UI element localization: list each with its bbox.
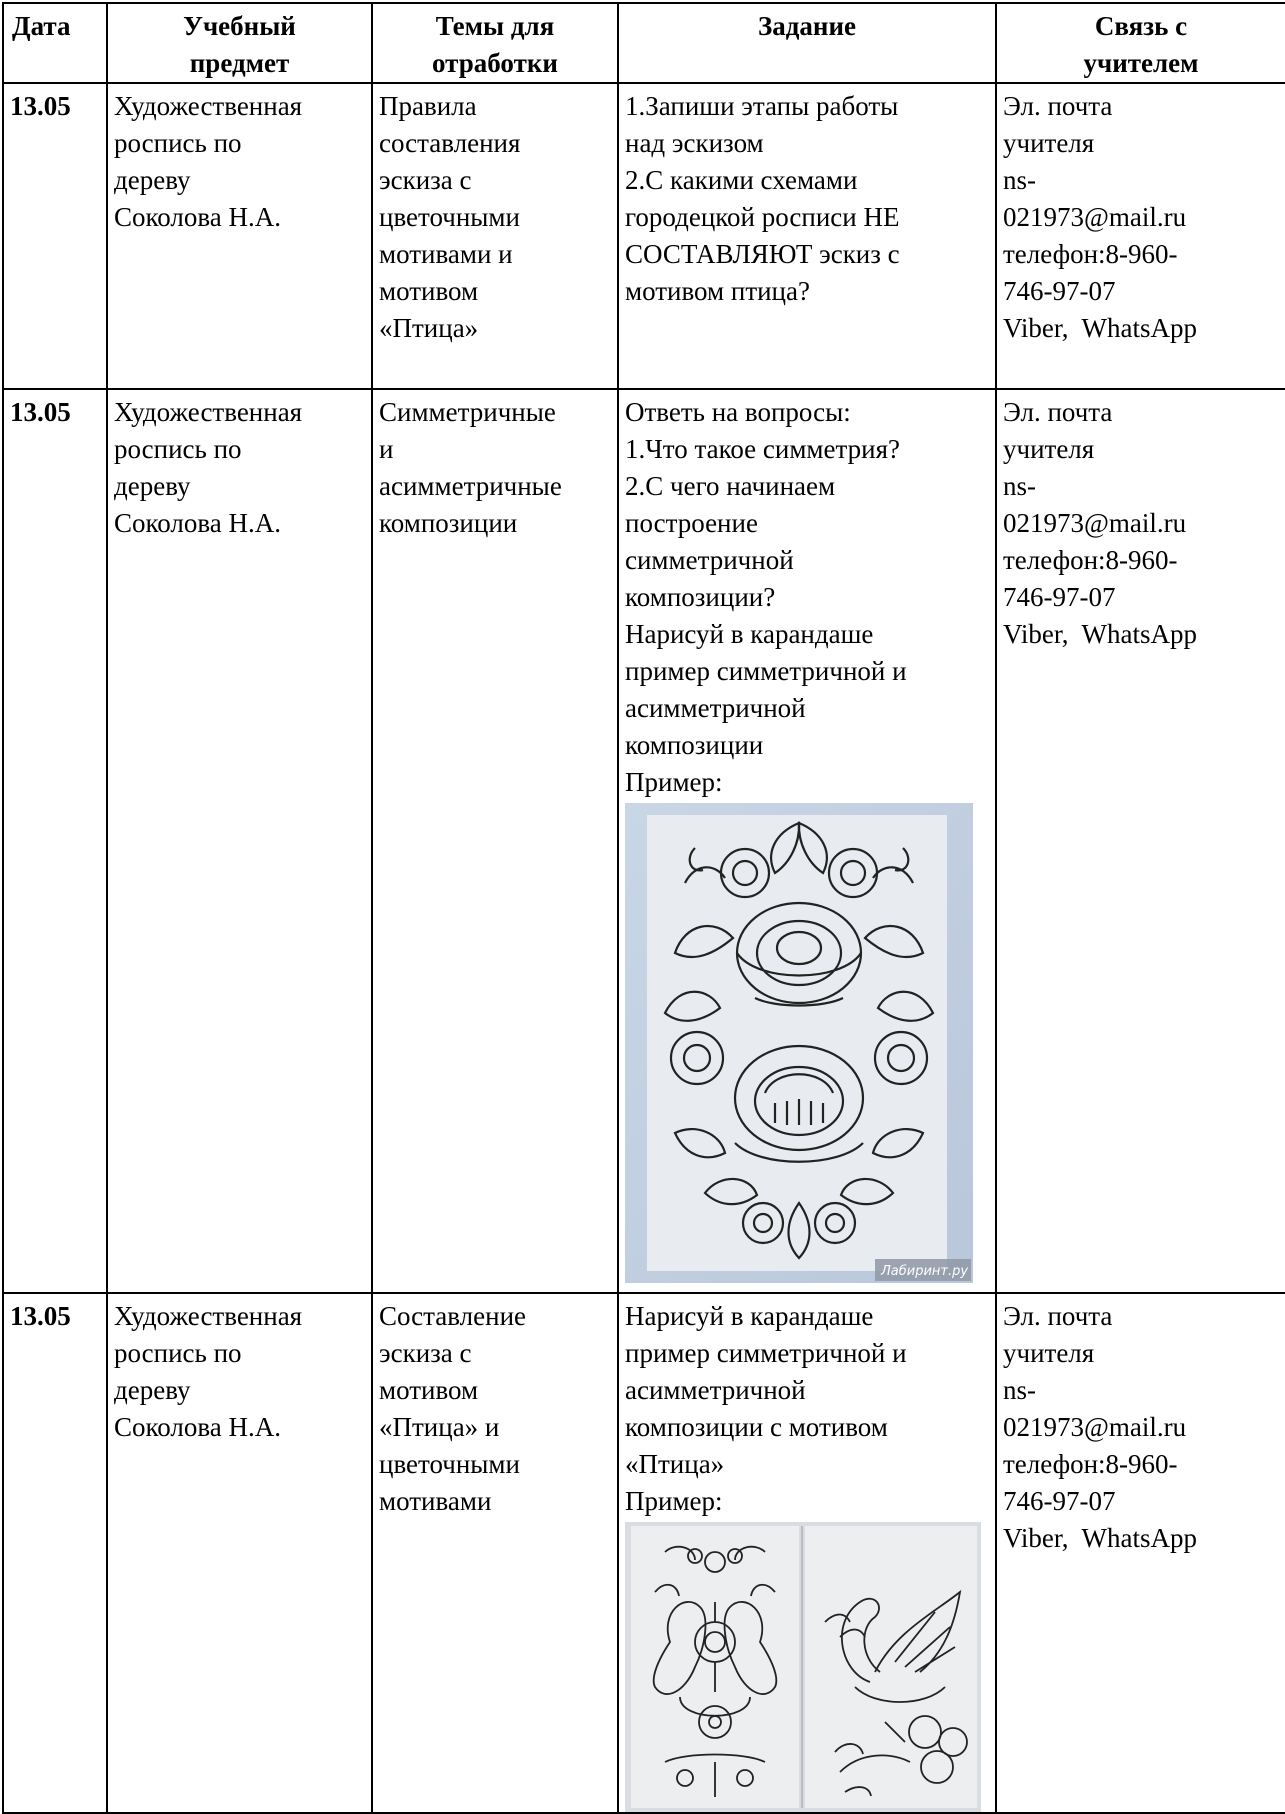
header-task: Задание [618, 3, 996, 83]
row-topic: Симметричные и асимметричные композиции [372, 389, 618, 1293]
bird-ornament-image [625, 1522, 989, 1812]
table-row [3, 389, 1285, 1293]
row-date: 13.05 [3, 83, 107, 389]
email-link[interactable]: 021973@mail.ru [1003, 1412, 1187, 1442]
email-link[interactable]: 021973@mail.ru [1003, 202, 1187, 232]
row-date: 13.05 [3, 389, 107, 1293]
row-date: 13.05 [3, 1293, 107, 1813]
row-task: Ответь на вопросы: 1.Что такое симметрия? 2.С чего начинаем построение симметричной композиции? Нарисуй в карандаше пример симметричной и асимметричной композиции Пример: Лабиринт.ру [618, 389, 996, 1293]
row-topic: Правила составления эскиза с цветочными мотивами и мотивом «Птица» [372, 83, 618, 389]
symmetric-ornament-image [625, 803, 989, 1283]
image-watermark: Лабиринт.ру [881, 1264, 969, 1279]
row-subject: Художественная роспись по дереву Соколова Н.А. [107, 83, 372, 389]
row-contact: Эл. почта учителя ns- 021973@mail.ru телефон:8-960- 746-97-07 Viber, WhatsApp [996, 389, 1285, 1293]
header-subject: Учебный предмет [107, 3, 372, 83]
row-subject: Художественная роспись по дереву Соколова Н.А. [107, 389, 372, 1293]
header-contact: Связь с учителем [996, 3, 1285, 83]
row-contact: Эл. почта учителя ns- 021973@mail.ru телефон:8-960- 746-97-07 Viber, WhatsApp [996, 83, 1285, 389]
row-subject: Художественная роспись по дереву Соколова Н.А. [107, 1293, 372, 1813]
table-row [3, 1293, 1285, 1813]
row-contact: Эл. почта учителя ns- 021973@mail.ru телефон:8-960- 746-97-07 Viber, WhatsApp [996, 1293, 1285, 1813]
row-task: 1.Запиши этапы работы над эскизом 2.С какими схемами городецкой росписи НЕ СОСТАВЛЯЮТ эскиз с мотивом птица? [618, 83, 996, 389]
header-row [3, 3, 1285, 83]
header-topic: Темы для отработки [372, 3, 618, 83]
schedule-table [2, 2, 1285, 1814]
email-link[interactable]: 021973@mail.ru [1003, 508, 1187, 538]
table-row [3, 83, 1285, 389]
row-topic: Составление эскиза с мотивом «Птица» и цветочными мотивами [372, 1293, 618, 1813]
row-task: Нарисуй в карандаше пример симметричной и асимметричной композиции с мотивом «Птица» Пример: [618, 1293, 996, 1813]
header-date: Дата [3, 3, 107, 83]
